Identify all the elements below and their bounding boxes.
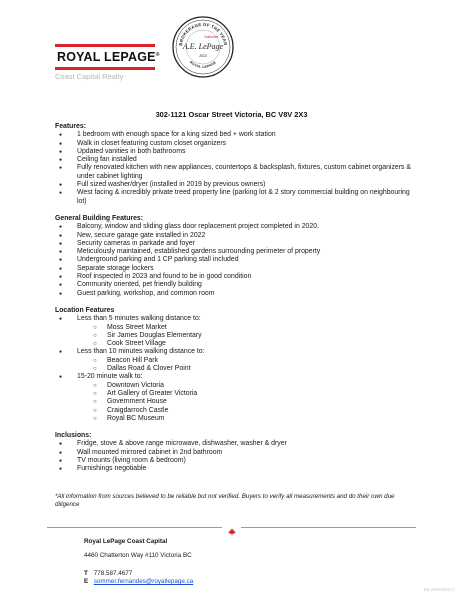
sub-list-item: ○ Beacon Hill Park (77, 357, 415, 365)
list-item (55, 273, 415, 281)
list-item (55, 449, 415, 457)
maple-leaf-icon (228, 523, 236, 531)
list-item-text: Separate storage lockers (77, 264, 154, 272)
list-item-text: Guest parking, workshop, and common room (77, 289, 215, 297)
listing-content (55, 123, 415, 483)
list-item-text: Roof inspected in 2023 and found to be in good condition (77, 273, 252, 281)
phone-row (84, 570, 193, 578)
list-item-text: Ceiling fan installed (77, 156, 137, 164)
list-item-text: TV mounts (living room & bedroom) (77, 456, 186, 464)
list-item (55, 440, 415, 448)
company-address: 4460 Chatterton Way #110 Victoria BC (84, 552, 192, 559)
list-item (55, 156, 415, 164)
sub-list-item: ○ Cook Street Village (77, 340, 415, 348)
list-item (55, 256, 415, 264)
brand-wordmark (55, 44, 160, 70)
list-item-text: Underground parking and 1 CP parking stall included (77, 256, 239, 264)
list-item (55, 265, 415, 273)
list-item (55, 189, 415, 206)
sub-list-item: ○ Dallas Road & Clover Point (77, 365, 415, 373)
sub-list-item: ○ Royal BC Museum (77, 415, 415, 423)
seal-mid-text: National (204, 35, 218, 39)
seal-signature: A.E. LePage (182, 42, 224, 51)
section-heading: General Building Features: (55, 214, 144, 222)
sub-list (77, 382, 415, 423)
seal-top-text: BROKERAGE OF THE YEAR (178, 21, 228, 46)
brand-name-text: ROYAL LEPAGE (57, 50, 156, 64)
award-seal-icon (171, 15, 235, 79)
list-item-text: Security cameras in parkade and foyer (77, 239, 195, 247)
divider-line-left (47, 527, 222, 528)
footer-divider (47, 523, 416, 531)
list-item (55, 240, 415, 248)
registered-mark: ® (155, 51, 160, 58)
sub-list (77, 324, 415, 349)
phone-number[interactable]: 778.587.4677 (93, 570, 133, 577)
list-item (55, 348, 415, 373)
seal-bottom-text: ROYAL LEPAGE (188, 60, 218, 70)
list-item-text: Balcony, window and sliding glass door replacement project completed in 2020. (77, 223, 319, 231)
list-item-text: Wall mounted mirrored cabinet in 2nd bathroom (77, 448, 223, 456)
email-label: E (84, 578, 89, 585)
list-item-text: Community oriented, pet friendly building (77, 281, 202, 289)
list-item-text: 1 bedroom with enough space for a king sized bed + work station (77, 131, 276, 139)
list-item (55, 457, 415, 465)
list-item-text: Less than 10 minutes walking distance to: (77, 348, 205, 356)
brand-subtitle: Coast Capital Realty (55, 72, 124, 81)
seal-year: 2022 (199, 54, 207, 58)
list-item-text: Furnishings negotiable (77, 465, 147, 473)
list-item (55, 465, 415, 473)
sub-list-item: ○ Downtown Victoria (77, 382, 415, 390)
bullet-list (55, 131, 415, 206)
bullet-list (55, 315, 415, 423)
list-item-text: Less than 5 minutes walking distance to: (77, 315, 201, 323)
list-item-text: Updated vanities in both bathrooms (77, 147, 186, 155)
bullet-list (55, 440, 415, 473)
email-row (84, 578, 193, 586)
brand-bar-bottom (55, 67, 155, 70)
list-item (55, 232, 415, 240)
phone-label: T (84, 570, 88, 577)
section (55, 307, 415, 423)
list-item (55, 281, 415, 289)
mls-number: MLS#0000417 (423, 588, 455, 593)
bullet-list (55, 223, 415, 298)
brand-bar-top (55, 44, 155, 47)
sub-list-item: ○ Government House (77, 398, 415, 406)
royal-lepage-logo (55, 44, 160, 81)
section-heading: Location Features (55, 306, 115, 314)
list-item-text: Meticulously maintained, established gardens surrounding perimeter of property (77, 248, 321, 256)
list-item-text: New, secure garage gate installed in 2022 (77, 231, 206, 239)
list-item-text: Fridge, stove & above range microwave, dishwasher, washer & dryer (77, 440, 287, 448)
section (55, 123, 415, 206)
section (55, 432, 415, 473)
list-item (55, 148, 415, 156)
list-item (55, 223, 415, 231)
list-item-text: 15-20 minute walk to: (77, 373, 143, 381)
list-item-text: Walk in closet featuring custom closet organizers (77, 139, 227, 147)
sub-list-item: ○ Sir James Douglas Elementary (77, 332, 415, 340)
sub-list-item: ○ Craigdarroch Castle (77, 407, 415, 415)
sub-list-item: ○ Art Gallery of Greater Victoria (77, 390, 415, 398)
property-address-title: 302-1121 Oscar Street Victoria, BC V8V 2X3 (155, 110, 308, 119)
disclaimer-text: *All information from sources believed to be reliable but not verified. Buyers to verify all measurements and do their own due diligence (55, 493, 395, 508)
sub-list (77, 357, 415, 374)
email-link[interactable]: sommer.fernandes@royallepage.ca (93, 578, 194, 585)
brand-name (57, 50, 160, 64)
section (55, 215, 415, 298)
list-item (55, 131, 415, 139)
list-item (55, 315, 415, 348)
list-item-text: West facing & incredibly private treed property line (parking lot & 2 story commercial building on neighbouring lot) (77, 189, 410, 205)
sub-list-item: ○ Moss Street Market (77, 324, 415, 332)
list-item (55, 373, 415, 423)
list-item (55, 248, 415, 256)
list-item (55, 181, 415, 189)
divider-line-right (241, 527, 416, 528)
list-item-text: Fully renovated kitchen with new appliances, countertops & backsplash, fixtures, custom cabinet organizers & under cabinet lighting (77, 164, 411, 180)
agent-contact-block (84, 538, 193, 586)
section-heading: Features: (55, 123, 87, 130)
list-item (55, 290, 415, 298)
list-item (55, 164, 415, 181)
section-heading: Inclusions: (55, 432, 92, 440)
company-name: Royal LePage Coast Capital (84, 538, 168, 545)
list-item (55, 140, 415, 148)
list-item-text: Full sized washer/dryer (installed in 2019 by previous owners) (77, 181, 266, 189)
